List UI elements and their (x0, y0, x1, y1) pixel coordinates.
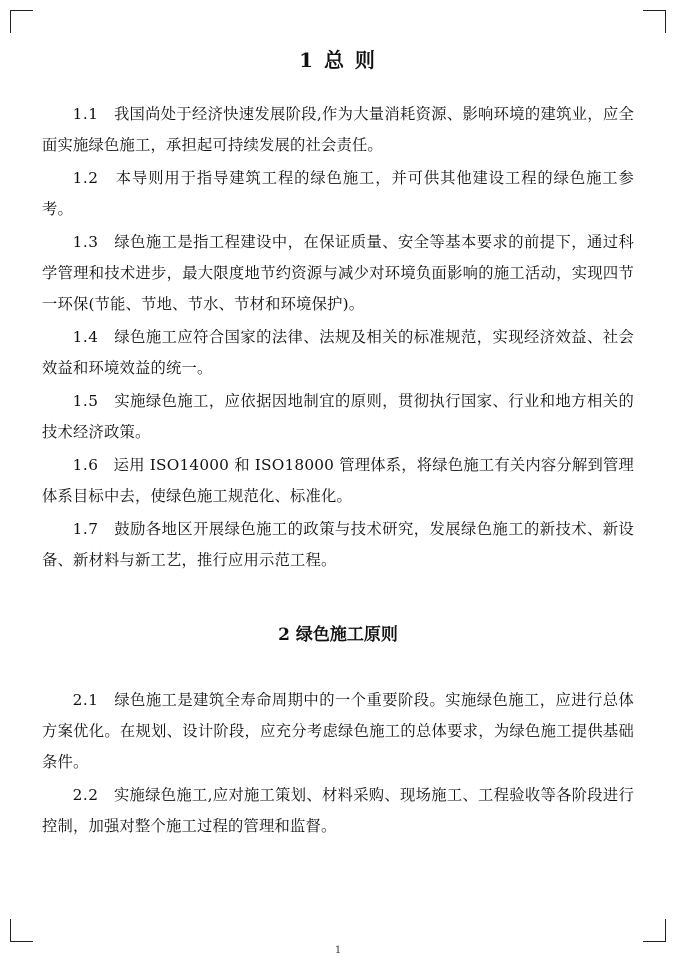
paragraph-2-1 (42, 685, 634, 778)
paragraph-1-6 (42, 450, 634, 512)
paragraph-text: 实施绿色施工，应依据因地制宜的原则，贯彻执行国家、行业和地方相关的技术经济政策。 (42, 392, 635, 441)
paragraph-number: 1.3 (72, 233, 99, 251)
paragraph-number: 1.7 (72, 520, 99, 538)
crop-mark-bottom-left (10, 919, 33, 942)
section-title: 2 绿色施工原则 (278, 625, 398, 645)
document-body (42, 44, 634, 842)
paragraph-text: 鼓励各地区开展绿色施工的政策与技术研究，发展绿色施工的新技术、新设备、新材料与新工艺，推行应用示范工程。 (42, 520, 635, 569)
paragraph-text: 实施绿色施工,应对施工策划、材料采购、现场施工、工程验收等各阶段进行控制，加强对整个施工过程的管理和监督。 (42, 786, 634, 835)
paragraph-1-1 (42, 99, 634, 161)
crop-mark-top-left (10, 10, 33, 33)
paragraph-text: 本导则用于指导建筑工程的绿色施工，并可供其他建设工程的绿色施工参考。 (42, 169, 635, 218)
chapter-title: 1 总 则 (299, 48, 377, 72)
paragraph-1-4 (42, 322, 634, 384)
paragraph-1-5 (42, 386, 634, 448)
paragraph-number: 1.1 (72, 105, 99, 123)
paragraph-text: 绿色施工是建筑全寿命周期中的一个重要阶段。实施绿色施工，应进行总体方案优化。在规划、设计阶段，应充分考虑绿色施工的总体要求，为绿色施工提供基础条件。 (42, 691, 635, 771)
paragraph-2-2 (42, 780, 634, 842)
crop-mark-top-right (643, 10, 666, 33)
paragraph-number: 1.4 (72, 328, 99, 346)
paragraph-number: 1.2 (72, 169, 99, 187)
paragraph-text: 运用 ISO14000 和 ISO18000 管理体系，将绿色施工有关内容分解到管理体系目标中去，使绿色施工规范化、标准化。 (42, 456, 634, 505)
paragraph-text: 绿色施工应符合国家的法律、法规及相关的标准规范，实现经济效益、社会效益和环境效益的统一。 (42, 328, 635, 377)
paragraph-number: 2.1 (72, 691, 99, 709)
paragraph-number: 1.6 (72, 456, 99, 474)
crop-mark-bottom-right (643, 919, 666, 942)
paragraph-number: 1.5 (72, 392, 99, 410)
paragraph-1-7 (42, 514, 634, 576)
paragraph-text: 绿色施工是指工程建设中，在保证质量、安全等基本要求的前提下，通过科学管理和技术进步，最大限度地节约资源与减少对环境负面影响的施工活动，实现四节一环保(节能、节地、节水、节材和环境保护)。 (42, 233, 635, 313)
paragraph-text: 我国尚处于经济快速发展阶段,作为大量消耗资源、影响环境的建筑业，应全面实施绿色施工，承担起可持续发展的社会责任。 (42, 105, 634, 154)
paragraph-1-2 (42, 163, 634, 225)
paragraph-1-3 (42, 227, 634, 320)
paragraph-number: 2.2 (72, 786, 99, 804)
page-number: 1 (334, 945, 342, 956)
